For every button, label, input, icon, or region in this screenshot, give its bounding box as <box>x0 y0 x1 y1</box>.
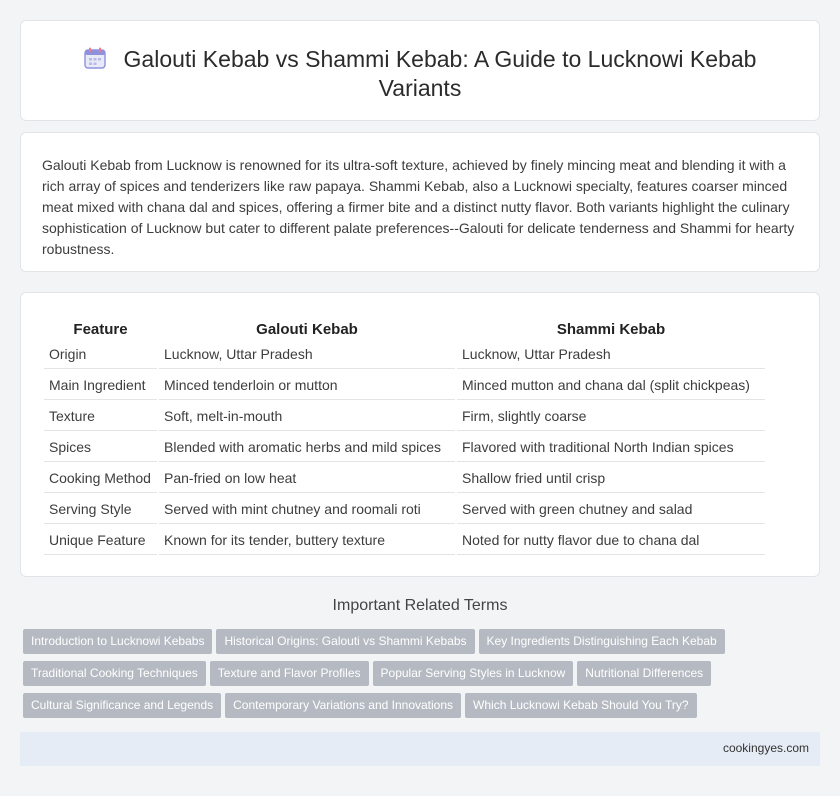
cell-shammi: Noted for nutty flavor due to chana dal <box>457 526 765 555</box>
table-row <box>44 371 765 400</box>
footer <box>20 732 820 766</box>
related-terms-list <box>23 629 803 725</box>
cell-galouti: Served with mint chutney and roomali roti <box>159 495 455 524</box>
footer-site-link[interactable]: cookingyes.com <box>722 741 809 755</box>
table-row <box>44 495 765 524</box>
cell-galouti: Pan-fried on low heat <box>159 464 455 493</box>
cell-feature: Serving Style <box>44 495 157 524</box>
cell-feature: Spices <box>44 433 157 462</box>
cell-feature: Cooking Method <box>44 464 157 493</box>
cell-galouti: Known for its tender, buttery texture <box>159 526 455 555</box>
tag-row <box>23 629 803 661</box>
cell-shammi: Lucknow, Uttar Pradesh <box>457 340 765 369</box>
cell-galouti: Minced tenderloin or mutton <box>159 371 455 400</box>
table-row <box>44 526 765 555</box>
tag-row <box>23 661 803 693</box>
table-header-row <box>44 315 765 338</box>
tag-link[interactable]: Contemporary Variations and Innovations <box>225 693 461 718</box>
page-title-wrap <box>21 45 819 103</box>
intro-paragraph: Galouti Kebab from Lucknow is renowned for its ultra-soft texture, achieved by finely mincing meat and blending it with a rich array of spices and tenderizers like raw papaya. Shammi Kebab, also a Lucknowi specialty, features coarser minced meat mixed with chana dal and spices, offering a firmer bite and a distinct nutty flavor. Both variants highlight the culinary sophistication of Lucknow but cater to different palate preferences--Galouti for delicate tenderness and Shammi for hearty robustness. <box>42 157 795 257</box>
header-feature: Feature <box>73 321 128 338</box>
tag-row <box>23 693 803 725</box>
cell-shammi: Flavored with traditional North Indian spices <box>457 433 765 462</box>
cell-galouti: Blended with aromatic herbs and mild spices <box>159 433 455 462</box>
cell-feature: Origin <box>44 340 157 369</box>
cell-shammi: Served with green chutney and salad <box>457 495 765 524</box>
table-row <box>44 340 765 369</box>
table-row <box>44 464 765 493</box>
header-shammi: Shammi Kebab <box>556 321 666 338</box>
cell-feature: Main Ingredient <box>44 371 157 400</box>
tag-link[interactable]: Traditional Cooking Techniques <box>23 661 206 686</box>
related-terms-title: Important Related Terms <box>332 597 508 614</box>
calendar-icon <box>84 47 106 69</box>
tag-link[interactable]: Introduction to Lucknowi Kebabs <box>23 629 212 654</box>
table-row <box>44 433 765 462</box>
table-row <box>44 402 765 431</box>
tag-link[interactable]: Texture and Flavor Profiles <box>210 661 369 686</box>
tag-link[interactable]: Nutritional Differences <box>577 661 711 686</box>
tag-link[interactable]: Cultural Significance and Legends <box>23 693 221 718</box>
cell-galouti: Lucknow, Uttar Pradesh <box>159 340 455 369</box>
tag-link[interactable]: Key Ingredients Distinguishing Each Kebab <box>479 629 725 654</box>
cell-feature: Texture <box>44 402 157 431</box>
comparison-card <box>20 292 820 577</box>
title-card <box>20 20 820 121</box>
cell-shammi: Firm, slightly coarse <box>457 402 765 431</box>
intro-card <box>20 132 820 272</box>
tag-link[interactable]: Historical Origins: Galouti vs Shammi Kebabs <box>216 629 474 654</box>
comparison-table <box>42 313 767 557</box>
cell-shammi: Shallow fried until crisp <box>457 464 765 493</box>
cell-feature: Unique Feature <box>44 526 157 555</box>
page-title: Galouti Kebab vs Shammi Kebab: A Guide to Lucknowi Kebab Variants <box>123 46 757 101</box>
header-galouti: Galouti Kebab <box>256 321 358 338</box>
cell-galouti: Soft, melt-in-mouth <box>159 402 455 431</box>
tag-link[interactable]: Which Lucknowi Kebab Should You Try? <box>465 693 696 718</box>
tag-link[interactable]: Popular Serving Styles in Lucknow <box>373 661 574 686</box>
cell-shammi: Minced mutton and chana dal (split chickpeas) <box>457 371 765 400</box>
